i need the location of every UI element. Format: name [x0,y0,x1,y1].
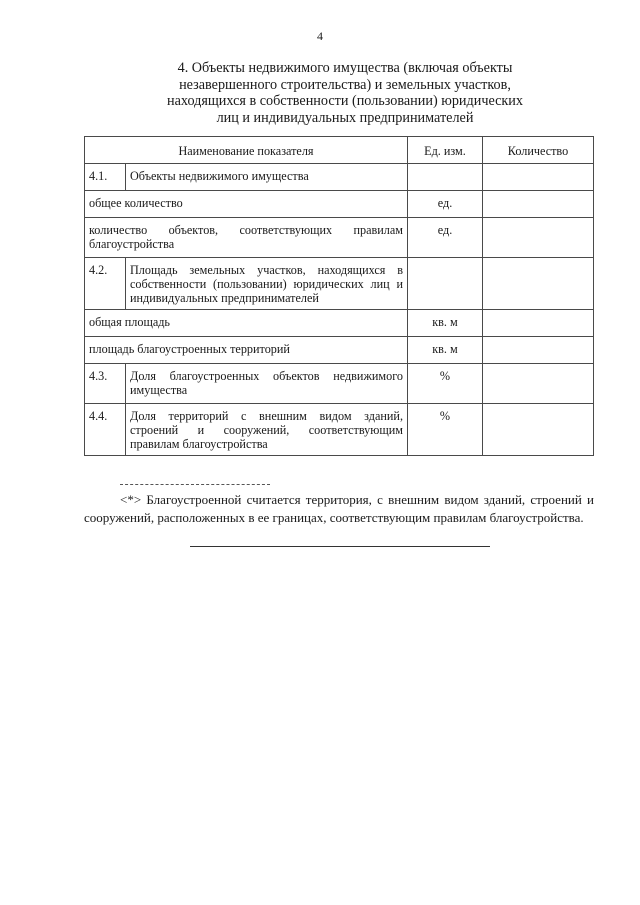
section-title-line: 4. Объекты недвижимого имущества (включая объекты [177,60,513,76]
page-number: 4 [317,29,323,43]
table-row [85,310,594,337]
row-unit: ед. [408,191,483,218]
row-name: общее количество [85,191,408,218]
row-quantity-cell[interactable] [483,164,594,191]
table-row [85,218,594,258]
section-title-line: незавершенного строительства) и земельных участков, [179,76,511,93]
table-row [85,191,594,218]
row-unit [408,258,483,310]
footnote-separator [120,484,270,485]
header-quantity: Количество [483,137,594,164]
row-quantity-cell[interactable] [483,364,594,404]
row-number: 4.3. [85,364,126,404]
row-unit: кв. м [408,310,483,337]
table-row [85,337,594,364]
row-name: Доля благоустроенных объектов недвижимого имущества [126,364,408,404]
row-name: Объекты недвижимого имущества [126,164,408,191]
row-unit [408,164,483,191]
footnote: <*> Благоустроенной считается территория, с внешним видом зданий, строений и сооружений, расположенных в ее границах, соответствующим правилам благоустройства. [84,492,594,525]
row-unit: кв. м [408,337,483,364]
row-name: общая площадь [85,310,408,337]
row-quantity-cell[interactable] [483,337,594,364]
row-name: Доля территорий с внешним видом зданий, строений и сооружений, соответствующим правилам благоустройства [126,404,408,456]
row-quantity-cell[interactable] [483,404,594,456]
row-name: площадь благоустроенных территорий [85,337,408,364]
header-unit: Ед. изм. [408,137,483,164]
table-row [85,404,594,456]
header-indicator-name: Наименование показателя [85,137,408,164]
row-name: количество объектов, соответствующих правилам благоустройства [85,218,408,258]
row-name: Площадь земельных участков, находящихся в собственности (пользовании) юридических лиц и индивидуальных предпринимателей [126,258,408,310]
table-header-row [85,137,594,164]
indicators-table [84,136,594,456]
section-title-line: находящихся в собственности (пользовании) юридических [167,93,523,110]
section-title-line: лиц и индивидуальных предпринимателей [216,109,474,126]
row-quantity-cell[interactable] [483,310,594,337]
section-title [150,60,540,126]
table-row [85,364,594,404]
row-number: 4.2. [85,258,126,310]
row-unit: % [408,404,483,456]
row-quantity-cell[interactable] [483,218,594,258]
row-unit: % [408,364,483,404]
row-quantity-cell[interactable] [483,258,594,310]
table-row [85,164,594,191]
end-of-section-rule [190,546,490,547]
table-row [85,258,594,310]
row-number: 4.4. [85,404,126,456]
row-number: 4.1. [85,164,126,191]
row-unit: ед. [408,218,483,258]
row-quantity-cell[interactable] [483,191,594,218]
